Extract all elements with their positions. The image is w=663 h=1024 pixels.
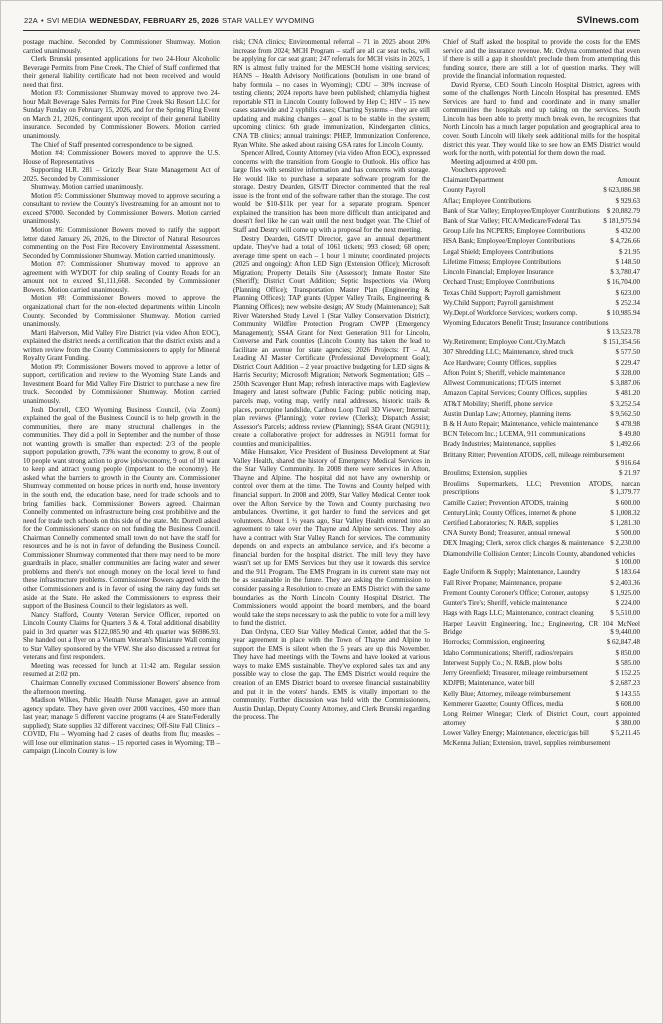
voucher-amount: $ 49.80 (619, 430, 640, 439)
voucher-row (443, 258, 640, 267)
voucher-claimant: Hags with Rags LLC; Maintenance, contract cleaning (443, 609, 594, 618)
voucher-claimant: Orchard Trust; Employee Contributions (443, 278, 555, 287)
voucher-amount: $ 183.64 (615, 568, 640, 577)
voucher-amount: $ 929.63 (615, 196, 640, 205)
voucher-row (443, 451, 640, 468)
voucher-row (443, 309, 640, 318)
paragraph: David Ryerse, CEO South Lincoln Hospital District, agrees with some of the challenges North Lincoln Hospital has presented. EMS Services are hard to fund and coordinate and in many smaller communities the hospitals end up taking on the services. South Lincoln has been able to pretty much break even, he recognizes that North Lincoln has a much larger population and geographical area to cover. South Lincoln will likely seek additional mills for the hospital district this year. They would like to see how an EMS District would work for the north, with potential for them down the road. (443, 80, 640, 158)
voucher-claimant: Wy.Child Support; Payroll garnishment (443, 298, 554, 307)
voucher-row (443, 539, 640, 548)
voucher-row (443, 469, 640, 478)
paragraph: Meeting was recessed for lunch at 11:42 am. Regular session resumed at 2:02 pm. (23, 661, 220, 679)
voucher-claimant: BCN Telecom Inc.; LCEMA, 911 communications (443, 430, 586, 439)
voucher-amount: $ 148.50 (615, 257, 640, 266)
voucher-claimant: Legal Shield; Employees Contributions (443, 247, 554, 256)
voucher-amount: $ 100.00 (615, 558, 640, 567)
voucher-claimant: Fall River Propane; Maintenance, propane (443, 578, 562, 587)
voucher-claimant: Wy.Dept.of Workforce Services; workers comp. (443, 309, 578, 318)
voucher-claimant: Kemmerer Gazette; County Offices, media (443, 699, 564, 708)
voucher-table-header (443, 176, 640, 185)
voucher-row (443, 710, 640, 727)
voucher-amount: $ 328.00 (615, 368, 640, 377)
voucher-row (443, 430, 640, 439)
voucher-amount: $ 3,780.47 (610, 268, 640, 277)
voucher-amount: $ 10,985.94 (606, 309, 640, 318)
voucher-amount: $ 224.00 (615, 599, 640, 608)
paragraph: Spencer Allred, County Attorney (via video Afton EOC), expressed concerns with the transition from Google to Outlook. His office has large files with sensitive information and has concerns with storage. He would like to purchase a separate software program for the storage. Destry Dearden, GIS/IT Director commented that the real issue is the front end of the software rather than the storage. The cost would be $10-$11k per year for a separate program. Spencer explained the transition has been more difficult than anticipated and doesn't feel like he can wait until the next budget year. The Chief of Staff and Destry will come up with a proposal for the next meeting. (233, 149, 430, 235)
voucher-amount: $ 143.55 (615, 689, 640, 698)
voucher-row (443, 299, 640, 308)
paragraph: The Chief of Staff presented correspondence to be signed. (31, 140, 194, 149)
voucher-amount: $ 500.00 (615, 529, 640, 538)
voucher-claimant: CenturyLink; County Offices, internet & phone (443, 508, 577, 517)
voucher-claimant: Bank of Star Valley; FICA/Medicare/Federal Tax (443, 217, 581, 225)
voucher-amount: $ 21.97 (619, 469, 640, 478)
voucher-row (443, 207, 640, 216)
voucher-amount: $ 623.00 (615, 288, 640, 297)
voucher-row (443, 568, 640, 577)
voucher-amount: $ 229.47 (615, 358, 640, 367)
voucher-amount: $ 152.25 (615, 669, 640, 678)
voucher-row (443, 319, 640, 336)
voucher-amount: $ 585.00 (615, 658, 640, 667)
voucher-claimant: Brady Industries; Maintenance, supplies (443, 440, 556, 449)
paragraph: Vouchers approved: (451, 166, 507, 175)
voucher-amount: $ 2,403.36 (610, 578, 640, 587)
website-label: SVInews.com (576, 15, 639, 26)
voucher-claimant: County Payroll (443, 186, 486, 195)
voucher-amount: $ 13,523.78 (606, 327, 640, 336)
voucher-row (443, 410, 640, 419)
voucher-amount: $ 1,281.30 (610, 518, 640, 527)
voucher-claimant: Idaho Communications; Sheriff, radios/repairs (443, 648, 574, 657)
voucher-claimant: Wy.Retirement; Employee Cont./Cty.Match (443, 338, 566, 347)
voucher-row (443, 690, 640, 699)
voucher-amount: $ 1,008.32 (610, 508, 640, 517)
voucher-amount: $ 181,975.94 (603, 217, 640, 225)
paragraph: Motion #5: Commissioner Shumway moved to approve securing a consultant to review the County's livestreaming for an amount not to exceed $7000. Seconded by Commissioner Bowers. Motion carried unanimously. (23, 191, 220, 226)
voucher-claimant: AT&T Mobility; Sheriff, phone service (443, 399, 553, 408)
column-3-paragraphs (443, 38, 640, 175)
voucher-claimant: 307 Shredding LLC; Maintenance, shred truck (443, 348, 574, 357)
voucher-amount: $ 9,440.00 (610, 628, 640, 637)
paragraph: Nancy Stafford, County Veteran Service Officer, reported on Lincoln County Claims for Quarters 3 & 4. Total additional disability paid in 3rd quarter was $122,085.90 and 4th quarter was $6986.93. She handed out a flyer on a Vietnam Veteran's Miniature Wall coming to Star Valley sponsored by the VFW. She also discussed a retreat for veterans and first responders. (23, 610, 220, 662)
paragraph: Chief of Staff asked the hospital to provide the costs for the EMS service and the insurance revenue. Mr. Ordyna commented that even if there is still a gap it shouldn't preclude them from attempting this funding source, there are still a lot of question marks. They will provide the financial information requested. (443, 38, 640, 81)
voucher-row (443, 289, 640, 298)
voucher-row (443, 649, 640, 658)
voucher-row (443, 400, 640, 409)
voucher-amount: $ 2,230.00 (610, 539, 640, 548)
voucher-claimant: HSA Bank; Employee/Employer Contributions (443, 237, 576, 246)
voucher-amount: $ 478.98 (615, 420, 640, 428)
paragraph: Marti Halverson, Mid Valley Fire District (via video Afton EOC), explained the district needs a certification that the district exists and a written review from the County Commissioners to apply for Mineral Royalty Grant Funding. (23, 328, 220, 363)
voucher-amount: $ 600.00 (615, 498, 640, 507)
voucher-row (443, 217, 640, 226)
voucher-row (443, 420, 640, 429)
voucher-claimant-header: Claimant/Department (443, 175, 504, 184)
voucher-claimant: Camille Cazier; Prevention ATODS, training (443, 498, 569, 507)
voucher-amount: $ 380.00 (615, 718, 640, 727)
voucher-list (443, 186, 640, 747)
article-columns (23, 38, 640, 1011)
voucher-claimant: Aflac; Employee Contributions (443, 196, 531, 205)
voucher-amount: $ 623,086.98 (603, 186, 640, 195)
voucher-row (443, 659, 640, 668)
voucher-claimant: Kelly Blue; Attorney, mileage reimbursement (443, 689, 571, 698)
voucher-row (443, 197, 640, 206)
voucher-claimant: Amazon Capital Services; County Offices, supplies (443, 389, 588, 398)
voucher-row (443, 679, 640, 688)
voucher-amount: $ 2,687.23 (610, 679, 640, 688)
voucher-claimant: Lifetime Fitness; Employee Contributions (443, 257, 562, 266)
voucher-claimant: Lincoln Financial; Employee Insurance (443, 268, 554, 277)
voucher-row (443, 480, 640, 497)
voucher-claimant: Ace Hardware; County Offices, supplies (443, 358, 557, 367)
voucher-row (443, 700, 640, 709)
paragraph: Meeting adjourned at 4:00 pm. (451, 157, 538, 166)
voucher-amount: $ 9,562.50 (610, 409, 640, 418)
voucher-claimant: Allwest Communications; IT/GIS internet (443, 379, 562, 388)
voucher-amount: $ 16,704.00 (606, 278, 640, 287)
voucher-amount: $ 5,510.00 (610, 609, 640, 618)
column-2 (233, 38, 430, 1011)
voucher-row (443, 359, 640, 368)
voucher-amount: $ 916.64 (615, 459, 640, 468)
voucher-amount: $ 62,847.48 (606, 638, 640, 647)
paragraph: Madison Wilkes, Public Health Nurse Manager, gave an annual agency update. They have given over 2000 vaccines, 450 more than last year; manage 5 different vaccine programs (4 are State/Federally supplied); State supplies 32 different vaccines; Off-Site Fall Clinics – COVID, Flu – Wyoming had 2 cases of deaths from flu; measles – will lose our elimination status – 15 reported cases in Wyoming; TB – campaign (Lincoln County is low (23, 696, 220, 756)
paragraph: postage machine. Seconded by Commissioner Shumway. Motion carried unanimously. (23, 38, 220, 55)
voucher-row (443, 579, 640, 588)
voucher-claimant: CNA Surety Bond; Treasurer, annual renewal (443, 529, 571, 538)
voucher-amount: $ 5,211.45 (610, 728, 640, 737)
paragraph: Motion #3: Commissioner Shumway moved to approve two 24-hour Malt Beverage Sales Permits for Pine Creek Ski Resort LLC for Sunday Funday on February 15, 2026, and for the Spring Fling Event on March 21, 2026, contingent upon receipt of their general liability insurance. Seconded by Commissioner Bowers. Motion carried unanimously. (23, 89, 220, 141)
page-label: 22A (24, 16, 38, 25)
voucher-claimant: Afton Point S; Sheriff, vehicle maintenance (443, 368, 566, 377)
column-1 (23, 38, 220, 1011)
voucher-amount: $ 1,492.66 (610, 440, 640, 449)
voucher-claimant: Gunter's Tire's; Sheriff, vehicle maintenance (443, 599, 568, 608)
voucher-row (443, 278, 640, 287)
voucher-claimant: Diamondville Collision Center; Lincoln County, abandoned vehicles (443, 549, 636, 558)
voucher-row (443, 729, 640, 738)
paragraph: Chairman Connelly excused Commissioner Bowers' absence from the afternoon meeting. (23, 679, 220, 696)
voucher-claimant: KDJPB; Maintenance, water bill (443, 679, 535, 688)
voucher-row (443, 529, 640, 538)
voucher-claimant: DEX Imaging; Clerk, xerox click charges & maintenance (443, 539, 604, 548)
voucher-row (443, 338, 640, 347)
voucher-claimant: Broulims; Extension, supplies (443, 469, 528, 478)
voucher-row (443, 739, 640, 748)
voucher-claimant: B & H Auto Repair; Maintenance, vehicle maintenance (443, 420, 599, 428)
voucher-row (443, 499, 640, 508)
voucher-claimant: Group Life Ins NCPERS; Employee Contributions (443, 227, 586, 236)
masthead-rule (23, 30, 640, 31)
paragraph: Supporting H.R. 281 – Grizzly Bear State Management Act of 2025. Seconded by Commissioner (23, 166, 220, 183)
voucher-amount: $ 1,379.77 (610, 488, 640, 497)
voucher-amount: $ 850.00 (615, 648, 640, 657)
masthead-separator: • (40, 16, 44, 25)
voucher-claimant: Eagle Uniform & Supply; Maintenance, Laundry (443, 568, 581, 577)
masthead-left (24, 16, 318, 25)
voucher-claimant: McKenna Julian; Extension, travel, supplies reimbursement (443, 739, 611, 748)
voucher-claimant: Long Reimer Winegar; Clerk of District Court, court appointed attorney (443, 710, 640, 727)
voucher-claimant: Jerry Greenfield; Treasurer, mileage reimbursement (443, 669, 588, 678)
paragraph: Motion #7: Commissioner Shumway moved to approve an agreement with WYDOT for chip sealing of County Roads for an amount not to exceed $1,111,668. Seconded by Commissioner Bowers. Motion carried unanimously. (23, 260, 220, 294)
paragraph: risk; CNA clinics; Environmental referral – 71 in 2025 about 20% increase from 2024; MCH Program – staff are all car seat techs, will be applying for car seat grant; 247 referrals for MCH visits in 2025, 1 RN is almost fully trained for the MESCH home visiting services; HANS – Health Advisory Notifications (botulism in one brand of baby formula – no cases in Wyoming); CDU – 30% increase of testing clients; 2024 reports have been published; chlamydia highest reportable STI in Lincoln County followed by Hep C; HIV – 15 new cases statewide and 2 syphilis cases; Charting Systems – they are still updating and making changes – goal is to be stable in the system; upcoming clinics: 6th grade immunization, Kindergarten clinics, CNA TB clinics; annual trainings: PHEP, Immunization Conference, Ryan White. She asked about raising GSA rates for Lincoln County. (233, 38, 430, 149)
voucher-claimant: Bank of Star Valley; Employee/Employer Contributions (443, 206, 600, 215)
voucher-row (443, 589, 640, 598)
voucher-row (443, 237, 640, 246)
voucher-amount: $ 577.50 (615, 348, 640, 357)
voucher-claimant: Certified Laboratories; N. R&B, supplies (443, 518, 559, 527)
voucher-row (443, 348, 640, 357)
column-3 (443, 38, 640, 1011)
voucher-amount: $ 3,252.54 (610, 399, 640, 408)
brand-name: SVI MEDIA (46, 16, 87, 25)
voucher-row (443, 369, 640, 378)
voucher-row (443, 638, 640, 647)
voucher-amount-header: Amount (617, 175, 640, 184)
voucher-amount: $ 21.95 (619, 247, 640, 256)
voucher-claimant: Brittany Ritter; Prevention ATODS, cell, mileage reimbursement (443, 450, 625, 459)
paragraph: Shumway. Motion carried unanimously. (31, 183, 144, 192)
paragraph: Dan Ordyna, CEO Star Valley Medical Center, added that the 5-year agreement in place with the Town of Thayne and Alpine to support the EMS is silent when the 5 years are up this November. They have had meetings with the Towns and have looked at various ways to make EMS sustainable. They've explored sales tax and any possible way to close the gap. The EMS District would require the creation of an EMS District board to oversee financial sustainability and put it in the voters' hands. EMS is vitally important to the community. Further discussion was held with the Commissioners, Austin Dunlap, Deputy County Attorney, and Clerk Brunski regarding the process. The (233, 627, 430, 722)
voucher-amount: $ 1,925.00 (610, 588, 640, 597)
voucher-row (443, 268, 640, 277)
voucher-amount: $ 608.00 (615, 699, 640, 708)
voucher-claimant: Broulims Supermarkets, LLC; Prevention ATODS, narcan prescriptions (443, 479, 640, 497)
voucher-row (443, 186, 640, 195)
voucher-amount: $ 252.34 (615, 298, 640, 307)
voucher-claimant: Austin Dunlap Law; Attorney, planning items (443, 409, 571, 418)
issue-date: WEDNESDAY, FEBRUARY 25, 2026 (89, 16, 220, 25)
voucher-row (443, 620, 640, 637)
paragraph: Josh Dorrell, CEO Wyoming Business Council, (via Zoom) explained the goal of the Business Council is to help growth in the communities, there are many structural challenges in the communities. They did a poll in September and the number of those not wanting growth is smaller than expected: 2/3 of the people support population growth, 73% want the economy to grow, 8 out of 10 people want strong action to grow jobs/economy, 9 out of 10 want to keep and attract young people (important to the economy). He asked what the barriers to growth in the County are. Commissioner Shumway commented on house prices in north end, house inventory in the south end, the education base, need for trade schools and to bring families back. Commissioner Bowers agreed. Chairman Connelly commented on infrastructure being cost prohibitive and the need for trade tech schools on this side of the state. Mr. Dorrell asked for the Commissioners' stance on not funding the Business Council. Chairman Connelly commented small town do not have the staff for resources and he is not in favor of defunding the Business Council. Commissioner Shumway commented that there may need to be more guardrails in place, smaller communities are facing water and sewer problems and there's not enough money on the local level to fund these infrastructure problems. Commissioner Bowers agreed with the other Commissioners and is in favor of using the rainy day funds set aside at the State. He asked the Commissioners to express their support of the Business Council to their legislators as well. (23, 405, 220, 611)
voucher-claimant: Texas Child Support; Payroll garnishment (443, 288, 561, 297)
paragraph: Motion #9: Commissioner Bowers moved to approve a letter of support, certification and review to the Wyoming State Lands and Investment Board for Mid Valley Fire District to purchase a new fire truck. Seconded by Commissioner Shumway. Motion carried unanimously. (23, 362, 220, 405)
voucher-row (443, 669, 640, 678)
voucher-claimant: Horrocks; Commission, engineering (443, 638, 545, 647)
voucher-claimant: Harper Leavitt Engineering, Inc.; Engineering, CR 104 McNeel Bridge (443, 619, 640, 637)
paragraph: Motion #6: Commissioner Bowers moved to ratify the support letter dated January 26, 2026, to the Director of Natural Resources commenting on the Post Fire Recovery Environmental Assessment. Seconded by Commissioner Shumway. Motion carried unanimously. (23, 226, 220, 260)
voucher-claimant: Interwest Supply Co.; N. R&B, plow bolts (443, 658, 563, 667)
voucher-amount: $ 20,882.79 (606, 206, 640, 215)
paragraph: Mike Hunsaker, Vice President of Business Development at Star Valley Health, shared the history of Emergency Medical Services in the Star Valley Community. In 2008 there were services in Afton, Thayne and Alpine. The hospital did not have any ownership or control over them at the time. The Towns and County helped with financial support. In 2008 and 2009, Star Valley Medical Center took over the Afton Service by the Town and County purchasing two ambulances. Overtime, it got harder to fund the services and get volunteers. About 1 ½ years ago, Star Valley Health entered into an agreement to take over the Thayne and Alpine services. They also have a contract with Star Valley Ranch for services. The community depends on and expects an ambulance service, and it's become a financial burden for the hospital district. The mill levy they have wasn't set up for EMS Services but they use it towards this service and the 911 Program. The EMS Program in its current state may not be as sustainable in the future. They are asking the Commission to consider passing a Resolution to create an EMS District with the same boundaries as the North Lincoln County Hospital District. The Commissioners would appoint the board members, and the board would take the steps necessary to ask the public to vote for a mill levy to fund the district. (233, 448, 430, 628)
paragraph: Motion #8: Commissioner Bowers moved to approve the organizational chart for the non-elected departments within Lincoln County. Seconded by Commissioner Shumway. Motion carried unanimously. (23, 294, 220, 329)
voucher-row (443, 248, 640, 257)
voucher-row (443, 599, 640, 608)
voucher-row (443, 379, 640, 388)
voucher-claimant: Fremont County Coroner's Office; Coroner, autopsy (443, 588, 589, 597)
voucher-row (443, 227, 640, 236)
voucher-amount: $ 481.20 (615, 389, 640, 398)
voucher-amount: $ 432.00 (615, 227, 640, 236)
location-label: STAR VALLEY WYOMING (222, 16, 315, 25)
voucher-row (443, 389, 640, 398)
voucher-row (443, 519, 640, 528)
voucher-amount: $ 3,887.06 (610, 379, 640, 388)
voucher-row (443, 609, 640, 618)
voucher-amount: $ 151,354.56 (603, 338, 640, 347)
voucher-row (443, 509, 640, 518)
masthead (23, 9, 640, 29)
paragraph: Motion #4: Commissioner Bowers moved to approve the U.S. House of Representatives (23, 149, 220, 166)
paragraph: Clerk Brunski presented applications for two 24-Hour Alcoholic Beverage Permits from Pine Creek. The Chief of Staff confirmed that their general liability certificate had not been received and would need that first. (23, 55, 220, 89)
voucher-claimant: Wyoming Educators Benefit Trust; Insurance contributions (443, 319, 609, 328)
voucher-amount: $ 4,726.66 (610, 237, 640, 246)
voucher-row (443, 550, 640, 567)
voucher-claimant: Lower Valley Energy; Maintenance, electric/gas bill (443, 728, 589, 737)
paragraph: Destry Dearden, GIS/IT Director, gave an annual department update. They've had a total of 1061 tickets; 993 closed; 68 open; average time spent on each – 1 hour 1 minute; coordinated projects (2025 and ongoing): Afton LED Sign (Extension Office); Microsoft Migration; Property Details Site (Assessor); Inmate Roster Site (Sheriff); District Court Addition; Septic Inspections via iWorq (Planning Office); Transportation Master Plan (Engineering & Planning Offices); TAP grants (Upper Valley Trails, Engineering & Planning Offices); new website design; AV Study (Maintenance); Salt River Watershed Study Level 1 (Star Valley Conservation District); Community Wildfire Protection Program CWPP (Emergency Management); SS4A Grant for Next Generation 911 for Lincoln, Converse and Park counties (Lincoln County has taken the lead to facilitate an avenue for state agencies; 2026 Projects: IT – AI, Leading AI Master Certificate (Professional Development Goal); District Court Addition – 2 year proactive budgeting for LED signs & Harris Security; Microsoft Migration; Network Segmentation; GIS – 250th Scavenger Hunt Map; refresh interactive maps with Eagleview Imagery and latest software (Public Facing: public noticing map, parcels map, voting map, verify rural addresses, historic trails & places, porcupine landslide, Caribou Loop Trail 3D Viewer; Internal: plan reviews (Planning); voter review (Clerks); Dispatch Assist; Assessor's Parcels; address review (Planning); SS4A Grant (NG911); create a collaborative project for addresses in NG911 format for counties and municipalities. (233, 234, 430, 448)
voucher-row (443, 440, 640, 449)
